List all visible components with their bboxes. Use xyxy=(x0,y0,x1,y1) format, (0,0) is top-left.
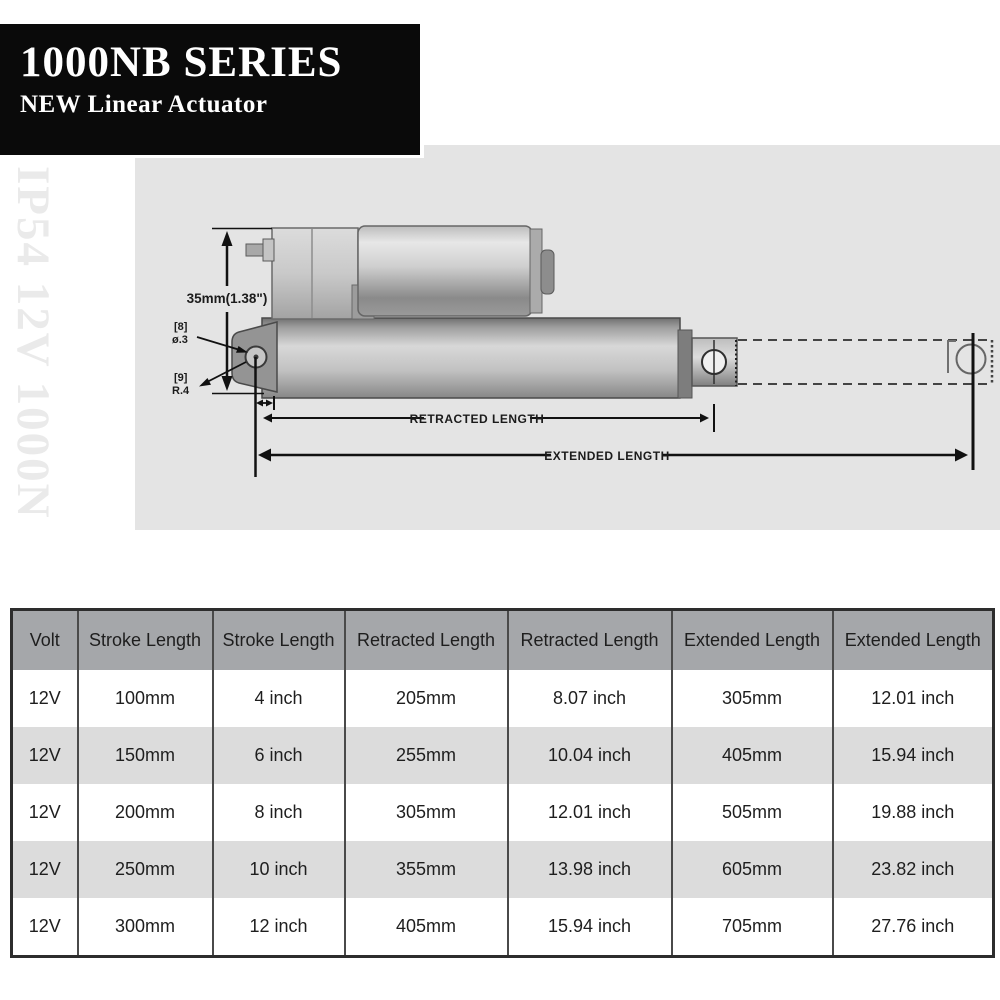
cell-stroke-mm: 100mm xyxy=(78,670,213,727)
cell-retracted-mm: 355mm xyxy=(345,841,508,898)
offset-dimension xyxy=(256,400,273,407)
actuator-diagram xyxy=(135,145,1000,530)
cell-extended-inch: 19.88 inch xyxy=(833,784,994,841)
table-row xyxy=(12,727,994,784)
cell-stroke-mm: 250mm xyxy=(78,841,213,898)
callout-8-value: ø.3 xyxy=(172,334,188,346)
col-header-extended-mm: Extended Length xyxy=(672,610,833,671)
extended-length-label: EXTENDED LENGTH xyxy=(544,449,670,463)
cell-stroke-inch: 8 inch xyxy=(213,784,345,841)
cell-volt: 12V xyxy=(12,841,78,898)
table-row xyxy=(12,670,994,727)
cell-retracted-mm: 305mm xyxy=(345,784,508,841)
watermark-text: IP54 12V 1000N xyxy=(7,166,59,520)
cell-stroke-mm: 150mm xyxy=(78,727,213,784)
extended-position-outline xyxy=(738,340,992,384)
cell-stroke-mm: 200mm xyxy=(78,784,213,841)
cell-stroke-mm: 300mm xyxy=(78,898,213,957)
cell-retracted-inch: 12.01 inch xyxy=(508,784,672,841)
cell-extended-inch: 12.01 inch xyxy=(833,670,994,727)
cell-volt: 12V xyxy=(28,802,61,822)
cell-stroke-inch: 12 inch xyxy=(213,898,345,957)
cell-retracted-inch: 10.04 inch xyxy=(508,727,672,784)
col-header-extended-inch: Extended Length xyxy=(833,610,994,671)
cell-retracted-mm: 405mm xyxy=(345,898,508,957)
actuator-tube xyxy=(262,318,680,398)
series-subtitle: NEW Linear Actuator xyxy=(20,91,268,119)
height-dim-label: 35mm(1.38") xyxy=(186,291,268,306)
cell-volt: 12V xyxy=(28,916,61,936)
cell-stroke-inch: 4 inch xyxy=(213,670,345,727)
table-row xyxy=(12,784,994,841)
cell-stroke-inch: 6 inch xyxy=(213,727,345,784)
spec-table xyxy=(10,608,995,958)
col-header-retracted-mm: Retracted Length xyxy=(345,610,508,671)
cell-volt: 12V xyxy=(12,727,78,784)
retracted-length-dimension xyxy=(263,412,709,426)
motor-cylinder xyxy=(358,226,554,316)
cell-extended-mm: 405mm xyxy=(672,727,833,784)
callout-9-ref: [9] xyxy=(174,372,188,384)
rod-end-clevis xyxy=(678,330,737,398)
cell-retracted-inch: 8.07 inch xyxy=(508,670,672,727)
cell-extended-mm: 605mm xyxy=(672,841,833,898)
cell-retracted-mm: 205mm xyxy=(345,670,508,727)
extended-clevis-hole xyxy=(957,345,986,374)
col-header-stroke-mm: Stroke Length xyxy=(78,610,213,671)
col-header-retracted-inch: Retracted Length xyxy=(508,610,672,671)
col-header-stroke-inch: Stroke Length xyxy=(213,610,345,671)
cell-retracted-inch: 15.94 inch xyxy=(508,898,672,957)
cell-volt: 12V xyxy=(28,688,61,708)
table-row xyxy=(12,898,994,957)
actuator-drawing xyxy=(135,145,1000,530)
callout-9-value: R.4 xyxy=(172,385,190,397)
cell-retracted-inch: 13.98 inch xyxy=(508,841,672,898)
retracted-length-label: RETRACTED LENGTH xyxy=(409,412,545,426)
title-banner xyxy=(0,24,424,158)
callout-8-ref: [8] xyxy=(174,321,188,333)
cell-extended-inch: 23.82 inch xyxy=(833,841,994,898)
cell-extended-mm: 305mm xyxy=(672,670,833,727)
extended-length-dimension xyxy=(258,449,968,464)
cell-extended-mm: 505mm xyxy=(672,784,833,841)
col-header-volt: Volt xyxy=(12,610,78,671)
series-title: 1000NB SERIES xyxy=(20,39,343,86)
cell-extended-mm: 705mm xyxy=(672,898,833,957)
spec-table-header-row xyxy=(12,610,994,671)
cell-retracted-mm: 255mm xyxy=(345,727,508,784)
rear-shaft-stub xyxy=(246,239,274,261)
cell-stroke-inch: 10 inch xyxy=(213,841,345,898)
cell-extended-inch: 27.76 inch xyxy=(833,898,994,957)
table-row xyxy=(12,841,994,898)
cell-extended-inch: 15.94 inch xyxy=(833,727,994,784)
